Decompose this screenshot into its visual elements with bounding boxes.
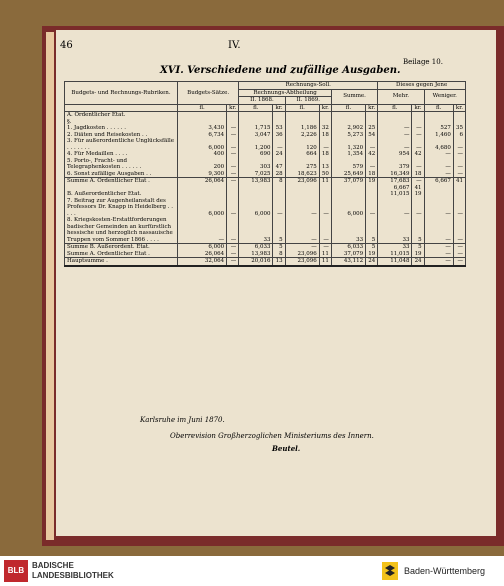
cell-mk: — [412,138,424,151]
cell-sk: — [366,198,378,218]
cell-a: 1,715 [239,125,273,132]
cell-sk: 19 [366,178,378,185]
cell-w: — [424,158,453,171]
cell-a: 7,025 [239,171,273,178]
cell-bk: — [227,132,239,139]
cell-m: 11,015 [378,251,412,258]
cell-a [239,112,273,119]
cell-bk: — [227,138,239,151]
cell-m: 16,349 [378,171,412,178]
unit-kr: kr. [273,104,285,112]
cell-a: 13,983 [239,178,273,185]
cell-ck: 32 [319,125,331,132]
comparison-header: Dieses gegen Jene [378,82,466,90]
place-date: Karlsruhe im Juni 1870. [140,416,225,424]
cell-sk: 25 [366,125,378,132]
cell-wk: — [453,158,465,171]
cell-bk: — [227,198,239,218]
cell-w: — [424,198,453,218]
cell-b: 6,000 [178,244,227,251]
table-row [65,258,466,266]
unit-kr: kr. [366,104,378,112]
cell-c [285,112,319,119]
table-row [65,138,466,151]
cell-s: 1,354 [331,151,365,158]
cell-bk: — [227,125,239,132]
unit-fl: fl. [285,104,319,112]
cell-ak: 36 [273,132,285,139]
section-number: IV. [228,40,241,51]
cell-w: — [424,251,453,258]
cell-wk: — [453,251,465,258]
unit-kr: kr. [453,104,465,112]
cell-c: — [285,244,319,251]
cell-mk: 42 [412,151,424,158]
cell-wk: — [453,244,465,251]
cell-w: 6,667 [424,178,453,185]
row-label: Summe A. Ordentlicher Etat . [65,251,178,258]
sum-header: Summe. [331,89,377,104]
unit-fl: fl. [239,104,273,112]
cell-s: 33 [331,217,365,244]
cell-s: 6,000 [331,198,365,218]
cell-ck: 18 [319,151,331,158]
rubric-header: Budgets- und Rechnungs-Rubriken. [65,82,178,105]
cell-s: 2,902 [331,125,365,132]
signature-name: Beutel. [272,444,301,453]
cell-ck: 13 [319,158,331,171]
cell-wk: 41 [453,178,465,185]
cell-ck: 50 [319,171,331,178]
cell-ck [319,112,331,119]
blb-logo: BLB [4,560,28,582]
cell-w: — [424,171,453,178]
cell-ak: — [273,138,285,151]
row-label: 4. Für Medaillen . . . . [65,151,178,158]
cell-m: 17,683 [378,178,412,185]
state-name: Baden-Württemberg [404,566,486,576]
cell-a: 3,047 [239,132,273,139]
cell-ak: 47 [273,158,285,171]
cell-c: 2,226 [285,132,319,139]
cell-s: 1,320 [331,138,365,151]
cell-s: 5,273 [331,132,365,139]
cell-a: 303 [239,158,273,171]
row-label: 5. Porto-, Fracht- und Telegraphenkosten . . . . . . [65,158,178,171]
cell-mk: 18 [412,171,424,178]
cell-wk: — [453,258,465,266]
unit-fl: fl. [424,104,453,112]
cell-w: — [424,244,453,251]
cell-wk: — [453,198,465,218]
row-label: 6. Sonst zufällige Ausgaben . . [65,171,178,178]
page-title: XVI. Verschiedene und zufällige Ausgaben. [160,65,401,76]
cell-sk: 5 [366,217,378,244]
year-1868-header: II. 1868. [239,97,285,105]
cell-m: — [378,138,412,151]
cell-ck: — [319,198,331,218]
cell-ak [273,112,285,119]
cell-sk: 18 [366,171,378,178]
cell-b: 32,064 [178,258,227,266]
cell-m: 954 [378,151,412,158]
cell-c: 23,096 [285,251,319,258]
cell-b: 6,000 [178,198,227,218]
page-number: 46 [60,40,73,51]
library-name: BADISCHE LANDESBIBLIOTHEK [32,561,114,580]
unit-kr: kr. [412,104,424,112]
cell-m: — [378,125,412,132]
cell-b: — [178,217,227,244]
table-row [65,151,466,158]
authority: Oberrevision Großherzoglichen Ministeriums des Innern. [170,432,374,440]
cell-w: 1,460 [424,132,453,139]
table-row [65,217,466,244]
cell-m: — [378,198,412,218]
cell-a: 690 [239,151,273,158]
supplement-label: Beilage 10. [403,58,443,66]
book-spine [46,32,54,540]
cell-a: 33 [239,217,273,244]
cell-sk: 42 [366,151,378,158]
cell-c: — [285,198,319,218]
cell-c: 18,623 [285,171,319,178]
cell-m: 33 [378,244,412,251]
cell-mk: — [412,158,424,171]
cell-bk: — [227,251,239,258]
unit-kr: kr. [319,104,331,112]
cell-b: 3,430 [178,125,227,132]
table-body [65,112,466,266]
cell-b: 9,300 [178,171,227,178]
row-label: 3. Für außerordentliche Unglücksfälle . . . . . . . [65,138,178,151]
cell-ck: 18 [319,132,331,139]
table-row [65,198,466,218]
cell-mk: 5 [412,217,424,244]
cell-mk: 19 [412,191,424,198]
cell-s: 43,112 [331,258,365,266]
cell-sk: 5 [366,244,378,251]
cell-b: 6,734 [178,132,227,139]
cell-ck: — [319,217,331,244]
cell-w: — [424,151,453,158]
expense-table [64,81,466,267]
cell-wk: 6 [453,132,465,139]
row-label: B. Außerordentlicher Etat. [65,191,178,198]
cell-ak: 28 [273,171,285,178]
cell-wk: 35 [453,125,465,132]
cell-ak: 8 [273,251,285,258]
cell-b: 26,064 [178,251,227,258]
cell-sk: 54 [366,132,378,139]
cell-bk: — [227,151,239,158]
budget-header: Budgets-Sätze. [178,82,239,105]
cell-s: 37,079 [331,178,365,185]
table-row [65,171,466,178]
cell-ak: 24 [273,151,285,158]
soll-header: Rechnungs-Soll. [239,82,378,90]
cell-bk: — [227,244,239,251]
cell-sk: 24 [366,258,378,266]
cell-m: 11,048 [378,258,412,266]
cell-mk: 24 [412,258,424,266]
cell-wk: — [453,171,465,178]
cell-c: 664 [285,151,319,158]
row-label: 2. Diäten und Reisekosten . . [65,132,178,139]
cell-ak: 5 [273,244,285,251]
row-label: 7. Beitrag zur Augenheilanstalt des Professors Dr. Knapp in Heidelberg . . . . . [65,198,178,218]
cell-m: — [378,132,412,139]
cell-mk: — [412,178,424,185]
cell-w: — [424,258,453,266]
cell-wk [453,112,465,119]
cell-c: 1,186 [285,125,319,132]
cell-sk: — [366,138,378,151]
cell-b: 400 [178,151,227,158]
cell-mk: 19 [412,251,424,258]
cell-c: 23,096 [285,178,319,185]
cell-ak: 13 [273,258,285,266]
row-label: §. [65,119,178,126]
cell-m: 33 [378,217,412,244]
unit-fl: fl. [331,104,365,112]
cell-a: 6,033 [239,244,273,251]
cell-a: 20,016 [239,258,273,266]
table-row [65,112,466,119]
weniger-header: Weniger. [424,89,465,104]
unit-fl: fl. [378,104,412,112]
cell-ck: 11 [319,258,331,266]
cell-c: 23,096 [285,258,319,266]
cell-ck: 11 [319,251,331,258]
cell-bk: — [227,258,239,266]
row-label: 8. Kriegskosten-Erstattforderungen badischer Gemeinden an kurfürstlich hessische und herzoglich nassauische Truppen vom Sommer 1866 . . . . [65,217,178,244]
year-1869-header: II. 1869. [285,97,331,105]
abth-header: Rechnungs-Abtheilung [239,89,332,97]
cell-sk [366,112,378,119]
cell-bk: — [227,158,239,171]
table-row [65,178,466,185]
cell-w: 527 [424,125,453,132]
cell-s: 6,033 [331,244,365,251]
cell-s: 579 [331,158,365,171]
cell-ak: — [273,198,285,218]
cell-ak: 53 [273,125,285,132]
mehr-header: Mehr. [378,89,424,104]
cell-mk: 5 [412,244,424,251]
cell-c: — [285,217,319,244]
cell-ck: — [319,138,331,151]
cell-wk: — [453,151,465,158]
cell-m [378,112,412,119]
row-label: Summe B. Außerordent. Etat. [65,244,178,251]
table-row [65,158,466,171]
cell-a: 13,983 [239,251,273,258]
cell-m: 11,015 [378,191,412,198]
cell-a: 6,000 [239,198,273,218]
unit-fl: fl. [178,104,227,112]
cell-b: 200 [178,158,227,171]
cell-mk: 41 [412,185,424,192]
cell-s: 25,649 [331,171,365,178]
row-label: 1. Jagdkosten . . . . . . [65,125,178,132]
cell-ck: 11 [319,178,331,185]
cell-b: 26,064 [178,178,227,185]
table-row [65,125,466,132]
cell-m: 379 [378,158,412,171]
cell-sk: — [366,158,378,171]
cell-mk [412,112,424,119]
cell-mk: — [412,125,424,132]
cell-bk [227,112,239,119]
cell-c: 275 [285,158,319,171]
cell-s: 37,079 [331,251,365,258]
cell-m: 6,667 [378,185,412,192]
cell-bk: — [227,171,239,178]
cell-w [424,112,453,119]
cell-wk: — [453,217,465,244]
row-label: Hauptsumme . [65,258,178,266]
cell-b [178,112,227,119]
unit-kr: kr. [227,104,239,112]
baden-wuerttemberg-logo-icon [380,560,400,582]
cell-ak: 8 [273,178,285,185]
cell-c: 120 [285,138,319,151]
cell-s [331,112,365,119]
cell-a: 1,200 [239,138,273,151]
cell-ck: — [319,244,331,251]
blank-unit [65,104,178,112]
cell-w: — [424,217,453,244]
cell-bk: — [227,178,239,185]
cell-sk: 19 [366,251,378,258]
row-label: Summe A. Ordentlicher Etat . [65,178,178,185]
row-label: A. Ordentlicher Etat. [65,112,178,119]
cell-mk: — [412,198,424,218]
cell-bk: — [227,217,239,244]
cell-ak: 5 [273,217,285,244]
cell-w: 4,680 [424,138,453,151]
cell-wk: — [453,138,465,151]
cell-mk: — [412,132,424,139]
table-row [65,244,466,251]
table-row [65,251,466,258]
cell-b: 6,000 [178,138,227,151]
